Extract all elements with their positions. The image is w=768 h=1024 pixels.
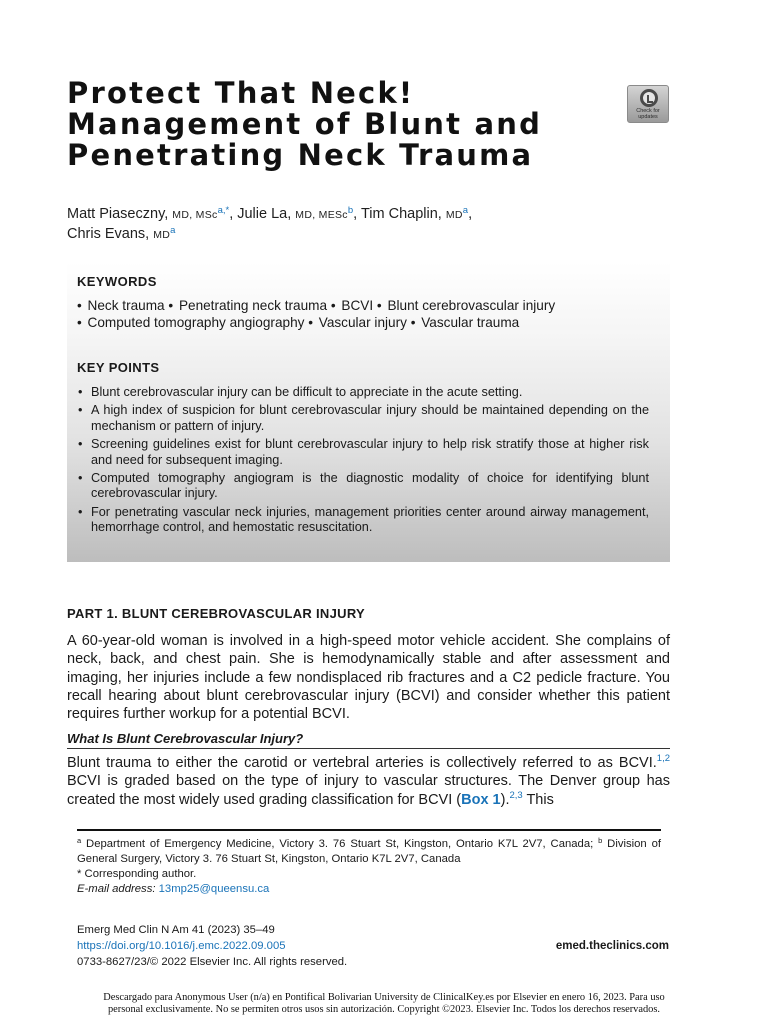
email-link[interactable]: 13mp25@queensu.ca xyxy=(155,883,270,895)
bullet-icon: • xyxy=(168,298,174,313)
key-points-heading: KEY POINTS xyxy=(77,360,160,375)
author-name: Chris Evans, xyxy=(67,226,154,242)
keywords-heading: KEYWORDS xyxy=(77,274,157,289)
paragraph-text: ). xyxy=(500,791,510,808)
title-line: Penetrating Neck Trauma xyxy=(67,138,534,172)
affiliation-link[interactable]: b xyxy=(347,205,354,216)
affiliations xyxy=(77,837,661,867)
keyword: Vascular injury xyxy=(318,315,407,330)
keyword: Vascular trauma xyxy=(421,315,520,330)
affiliation-link[interactable]: a xyxy=(462,205,469,216)
key-points-list xyxy=(77,385,649,539)
key-point: • Screening guidelines exist for blunt cerebrovascular injury to help risk stratify those at higher risk and need for subsequent imaging. xyxy=(77,437,649,468)
author-separator: , xyxy=(468,206,473,222)
key-point: • Blunt cerebrovascular injury can be difficult to appreciate in the acute setting. xyxy=(77,385,649,400)
keywords-list xyxy=(77,297,555,331)
bcvi-paragraph xyxy=(67,754,670,809)
author-degree: MD xyxy=(153,229,171,241)
download-notice-line: Descargado para Anonymous User (n/a) en Pontifical Bolivarian University de ClinicalKey.es por Elsevier en enero 16, 2023. Para uso xyxy=(103,992,665,1003)
author-degree: MD xyxy=(445,209,463,221)
affiliation-marker: b xyxy=(598,836,603,845)
author-degree: MD, MESc xyxy=(295,209,348,221)
author-name: Matt Piaseczny, xyxy=(67,206,173,222)
email-line xyxy=(77,882,661,897)
copyright-line: 0733-8627/23/© 2022 Elsevier Inc. All rights reserved. xyxy=(77,956,348,968)
author-degree: MD, MSc xyxy=(172,209,218,221)
bullet-icon: • xyxy=(77,315,82,330)
footnotes xyxy=(77,837,661,897)
key-point: • For penetrating vascular neck injuries, management priorities center around airway management, hemorrhage control, and hemostatic resuscitation. xyxy=(77,505,649,536)
email-label: E-mail address: xyxy=(77,883,156,895)
bullet-icon: • xyxy=(77,298,82,313)
affiliation-text: Division of General Surgery, Victory 3. 76 Stuart St, Kingston, Ontario K7L 2V7, Canada xyxy=(77,838,661,865)
paragraph-text: Blunt trauma to either the carotid or vertebral arteries is collectively referred to as BCVI. xyxy=(67,755,657,771)
bullet-icon: • xyxy=(330,298,336,313)
journal-info xyxy=(77,922,669,970)
citation-link[interactable]: 1,2 xyxy=(656,753,670,764)
title-line: Protect That Neck! xyxy=(67,76,415,110)
keyword: BCVI xyxy=(341,298,374,313)
author-name: , Julie La, xyxy=(229,206,296,222)
section-heading: PART 1. BLUNT CEREBROVASCULAR INJURY xyxy=(67,606,366,621)
author-name: , Tim Chaplin, xyxy=(353,206,446,222)
key-point: • A high index of suspicion for blunt cerebrovascular injury should be maintained depending on the mechanism or pattern of injury. xyxy=(77,403,649,434)
keyword: Blunt cerebrovascular injury xyxy=(387,298,556,313)
affiliation-text: Department of Emergency Medicine, Victory 3. 76 Stuart St, Kingston, Ontario K7L 2V7, Canada; xyxy=(81,838,599,850)
journal-website[interactable]: emed.theclinics.com xyxy=(555,940,669,952)
author-list xyxy=(67,205,667,245)
citation-link[interactable]: 2,3 xyxy=(509,789,523,801)
check-for-updates-icon xyxy=(640,89,658,107)
corresponding-author-note: * Corresponding author. xyxy=(77,868,197,880)
affiliation-link[interactable]: a xyxy=(170,225,176,236)
bullet-icon: • xyxy=(410,315,416,330)
title-line: Management of Blunt and xyxy=(67,107,543,141)
check-for-updates-badge[interactable] xyxy=(627,85,669,123)
paragraph-text: This xyxy=(522,791,554,808)
article-title xyxy=(67,78,587,171)
download-notice xyxy=(0,992,768,1016)
badge-label: Check for updates xyxy=(636,108,660,120)
journal-citation: Emerg Med Clin N Am 41 (2023) 35–49 xyxy=(77,924,275,936)
subsection-heading: What Is Blunt Cerebrovascular Injury? xyxy=(67,731,670,749)
keyword: Neck trauma xyxy=(87,298,165,313)
key-point: • Computed tomography angiogram is the diagnostic modality of choice for identifying blunt cerebrovascular injury. xyxy=(77,471,649,502)
keyword: Computed tomography angiography xyxy=(87,315,305,330)
affiliation-marker: a xyxy=(77,836,82,845)
case-paragraph: A 60-year-old woman is involved in a high-speed motor vehicle accident. She complains of neck, back, and chest pain. She is hemodynamically stable and after assessment and imaging, her injuries include a few nondisplaced rib fractures and a C2 pedicle fracture. You recall hearing about blunt cerebrovascular injury (BCVI) and consider whether this patient requires further workup for a potential BCVI. xyxy=(67,633,670,723)
footnote-divider xyxy=(77,829,661,831)
keywords-keypoints-box xyxy=(67,262,670,562)
keyword: Penetrating neck trauma xyxy=(178,298,328,313)
affiliation-link[interactable]: a,* xyxy=(217,205,230,216)
box-1-link[interactable]: Box 1 xyxy=(461,791,501,808)
doi-link[interactable]: https://doi.org/10.1016/j.emc.2022.09.005 xyxy=(77,940,286,952)
download-notice-line: personal exclusivamente. No se permiten otros usos sin autorización. Copyright ©2023. Elsevier Inc. Todos los derechos reservados. xyxy=(107,1004,661,1015)
bullet-icon: • xyxy=(376,298,382,313)
bullet-icon: • xyxy=(308,315,313,330)
paragraph-text: BCVI is graded based on the type of injury to vascular structures. The Denver group has created the most widely used grading classification for BCVI ( xyxy=(67,773,670,808)
